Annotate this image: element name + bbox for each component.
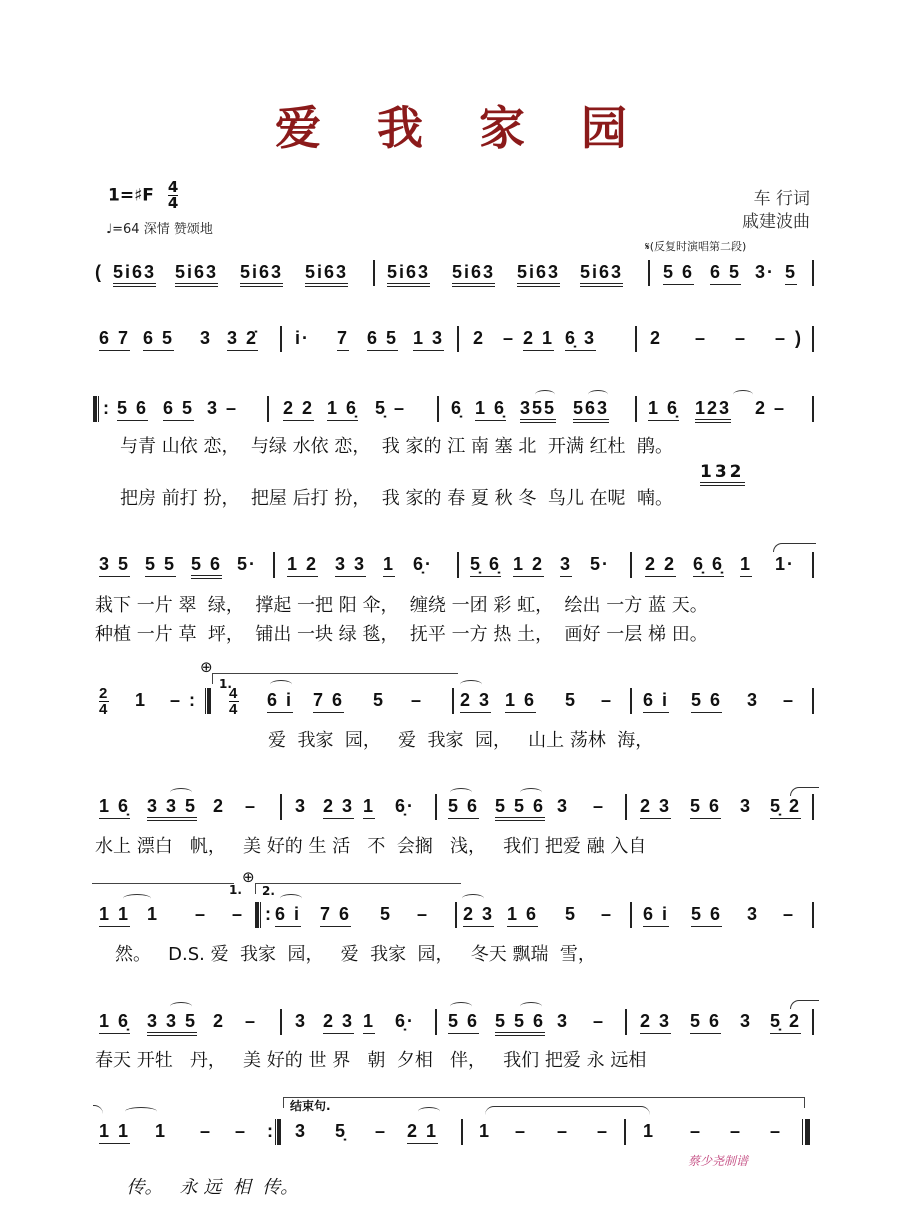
title-char: 我 — [377, 101, 427, 155]
lyrics-chorus-3: 然。 D.S. 爱 我家 园， 爱 我家 园， 冬天 飘瑞 雪， — [115, 944, 596, 965]
title-char: 园 — [581, 101, 631, 155]
lyricist-credit: 车 行词 — [753, 189, 810, 209]
score-row-4: 3 5 5 5 5 6 5· 1 2 3 3 1 6̣· 5̣ 6̣ 1 2 3 5· 2 2 6̣ 6̣ 1 1· — [95, 548, 820, 584]
lyrics-verse-1: 栽下 一片 翠 绿， 撑起 一把 阳 伞， 缠绕 一团 彩 虹， 绘出 一方 蓝 天。 — [95, 595, 708, 616]
coda-icon: ⊕ — [200, 658, 213, 676]
volta-1-label: 1. — [229, 883, 242, 897]
score-row-3: : 5 6 6 5 3 – 2 2 1 6̣ 5̣ – 6̣ 1 6̣ 355 563 1 6̣ 123 2 – — [95, 392, 820, 428]
key-label: 1=♯F — [108, 185, 154, 206]
score-row-2: 6 7 6 5 3 3 2̇ i· 7 6 5 1 3 2 – 2 1 6̣ 3 2 – – – ) — [95, 322, 820, 358]
score-row-7: 1 1 1 – – : 6 i 7 6 5 – 2 3 1 6 5 – 6 i 5 6 3 – — [95, 898, 820, 934]
volta-1-label: 1. — [219, 677, 232, 691]
song-title — [275, 92, 631, 158]
time-signature: $\frac{4}{4}$ — [167, 178, 179, 212]
lyrics-verse-1: 与青 山依 恋， 与绿 水依 恋， 我 家的 江 南 塞 北 开满 红杜 鹃。 — [120, 436, 673, 457]
lyrics-verse-2: 种植 一片 草 坪， 铺出 一块 绿 毯， 抚平 一方 热 土， 画好 一层 梯 田。 — [95, 624, 708, 645]
tie-line — [92, 883, 234, 894]
title-char: 家 — [479, 101, 529, 155]
lyrics-chorus-2: 水上 漂白 帆， 美 好的 生 活 不 会搁 浅， 我们 把爱 融 入自 — [95, 836, 647, 857]
arranger-signature: 蔡少尧制谱 — [688, 1154, 749, 1168]
score-row-6: 1 6̣ 3 3 5 2 – 3 2 3 1 6̣· 5 6 5 5 6 3 – 2 3 5 6 3 5̣ 2 — [95, 790, 820, 826]
key-signature — [108, 180, 178, 211]
score-row-1: ( 5i63 5i63 5i63 5i63 5i63 5i63 5i63 5i63 5 6 6 5 3· 5 — [95, 256, 820, 292]
lyrics-chorus-4: 春天 开牡 丹， 美 好的 世 界 朝 夕相 伴， 我们 把爱 永 远相 — [95, 1050, 647, 1071]
segno-note: 𝄋(反复时演唱第二段) — [645, 240, 747, 253]
ending-label: 结束句. — [290, 1099, 331, 1113]
lyrics-ending: 传。 永 远 相 传。 — [126, 1177, 299, 1198]
volta-bracket-2 — [255, 883, 461, 894]
lyrics-verse-2: 把房 前打 扮， 把屋 后打 扮， 我 家的 春 夏 秋 冬 鸟儿 在呢 喃。 — [120, 488, 673, 509]
tempo-marking: ♩=64 深情 赞颂地 — [106, 222, 213, 237]
score-row-8: 1 6̣ 3 3 5 2 – 3 2 3 1 6̣· 5 6 5 5 6 3 – 2 3 5 6 3 5̣ 2 — [95, 1005, 820, 1041]
alt-notes: 132 — [700, 462, 745, 486]
composer-credit: 戚建波曲 — [742, 212, 810, 232]
coda-icon: ⊕ — [242, 868, 255, 886]
score-row-9: 1 1 1 – – : 3 5̣ – 2 1 1 – – – 1 – – – — [95, 1115, 820, 1151]
volta-bracket-1 — [212, 673, 458, 684]
volta-2-label: 2. — [262, 884, 275, 898]
title-char: 爱 — [275, 101, 325, 155]
lyrics-chorus-1: 爱 我家 园， 爱 我家 园， 山上 荡林 海， — [268, 730, 654, 751]
score-row-5: 2 4 1 – : 4 4 6 i 7 6 5 – 2 3 1 6 5 – 6 i 5 6 3 – — [95, 684, 820, 720]
paren-open: ( — [95, 262, 103, 282]
